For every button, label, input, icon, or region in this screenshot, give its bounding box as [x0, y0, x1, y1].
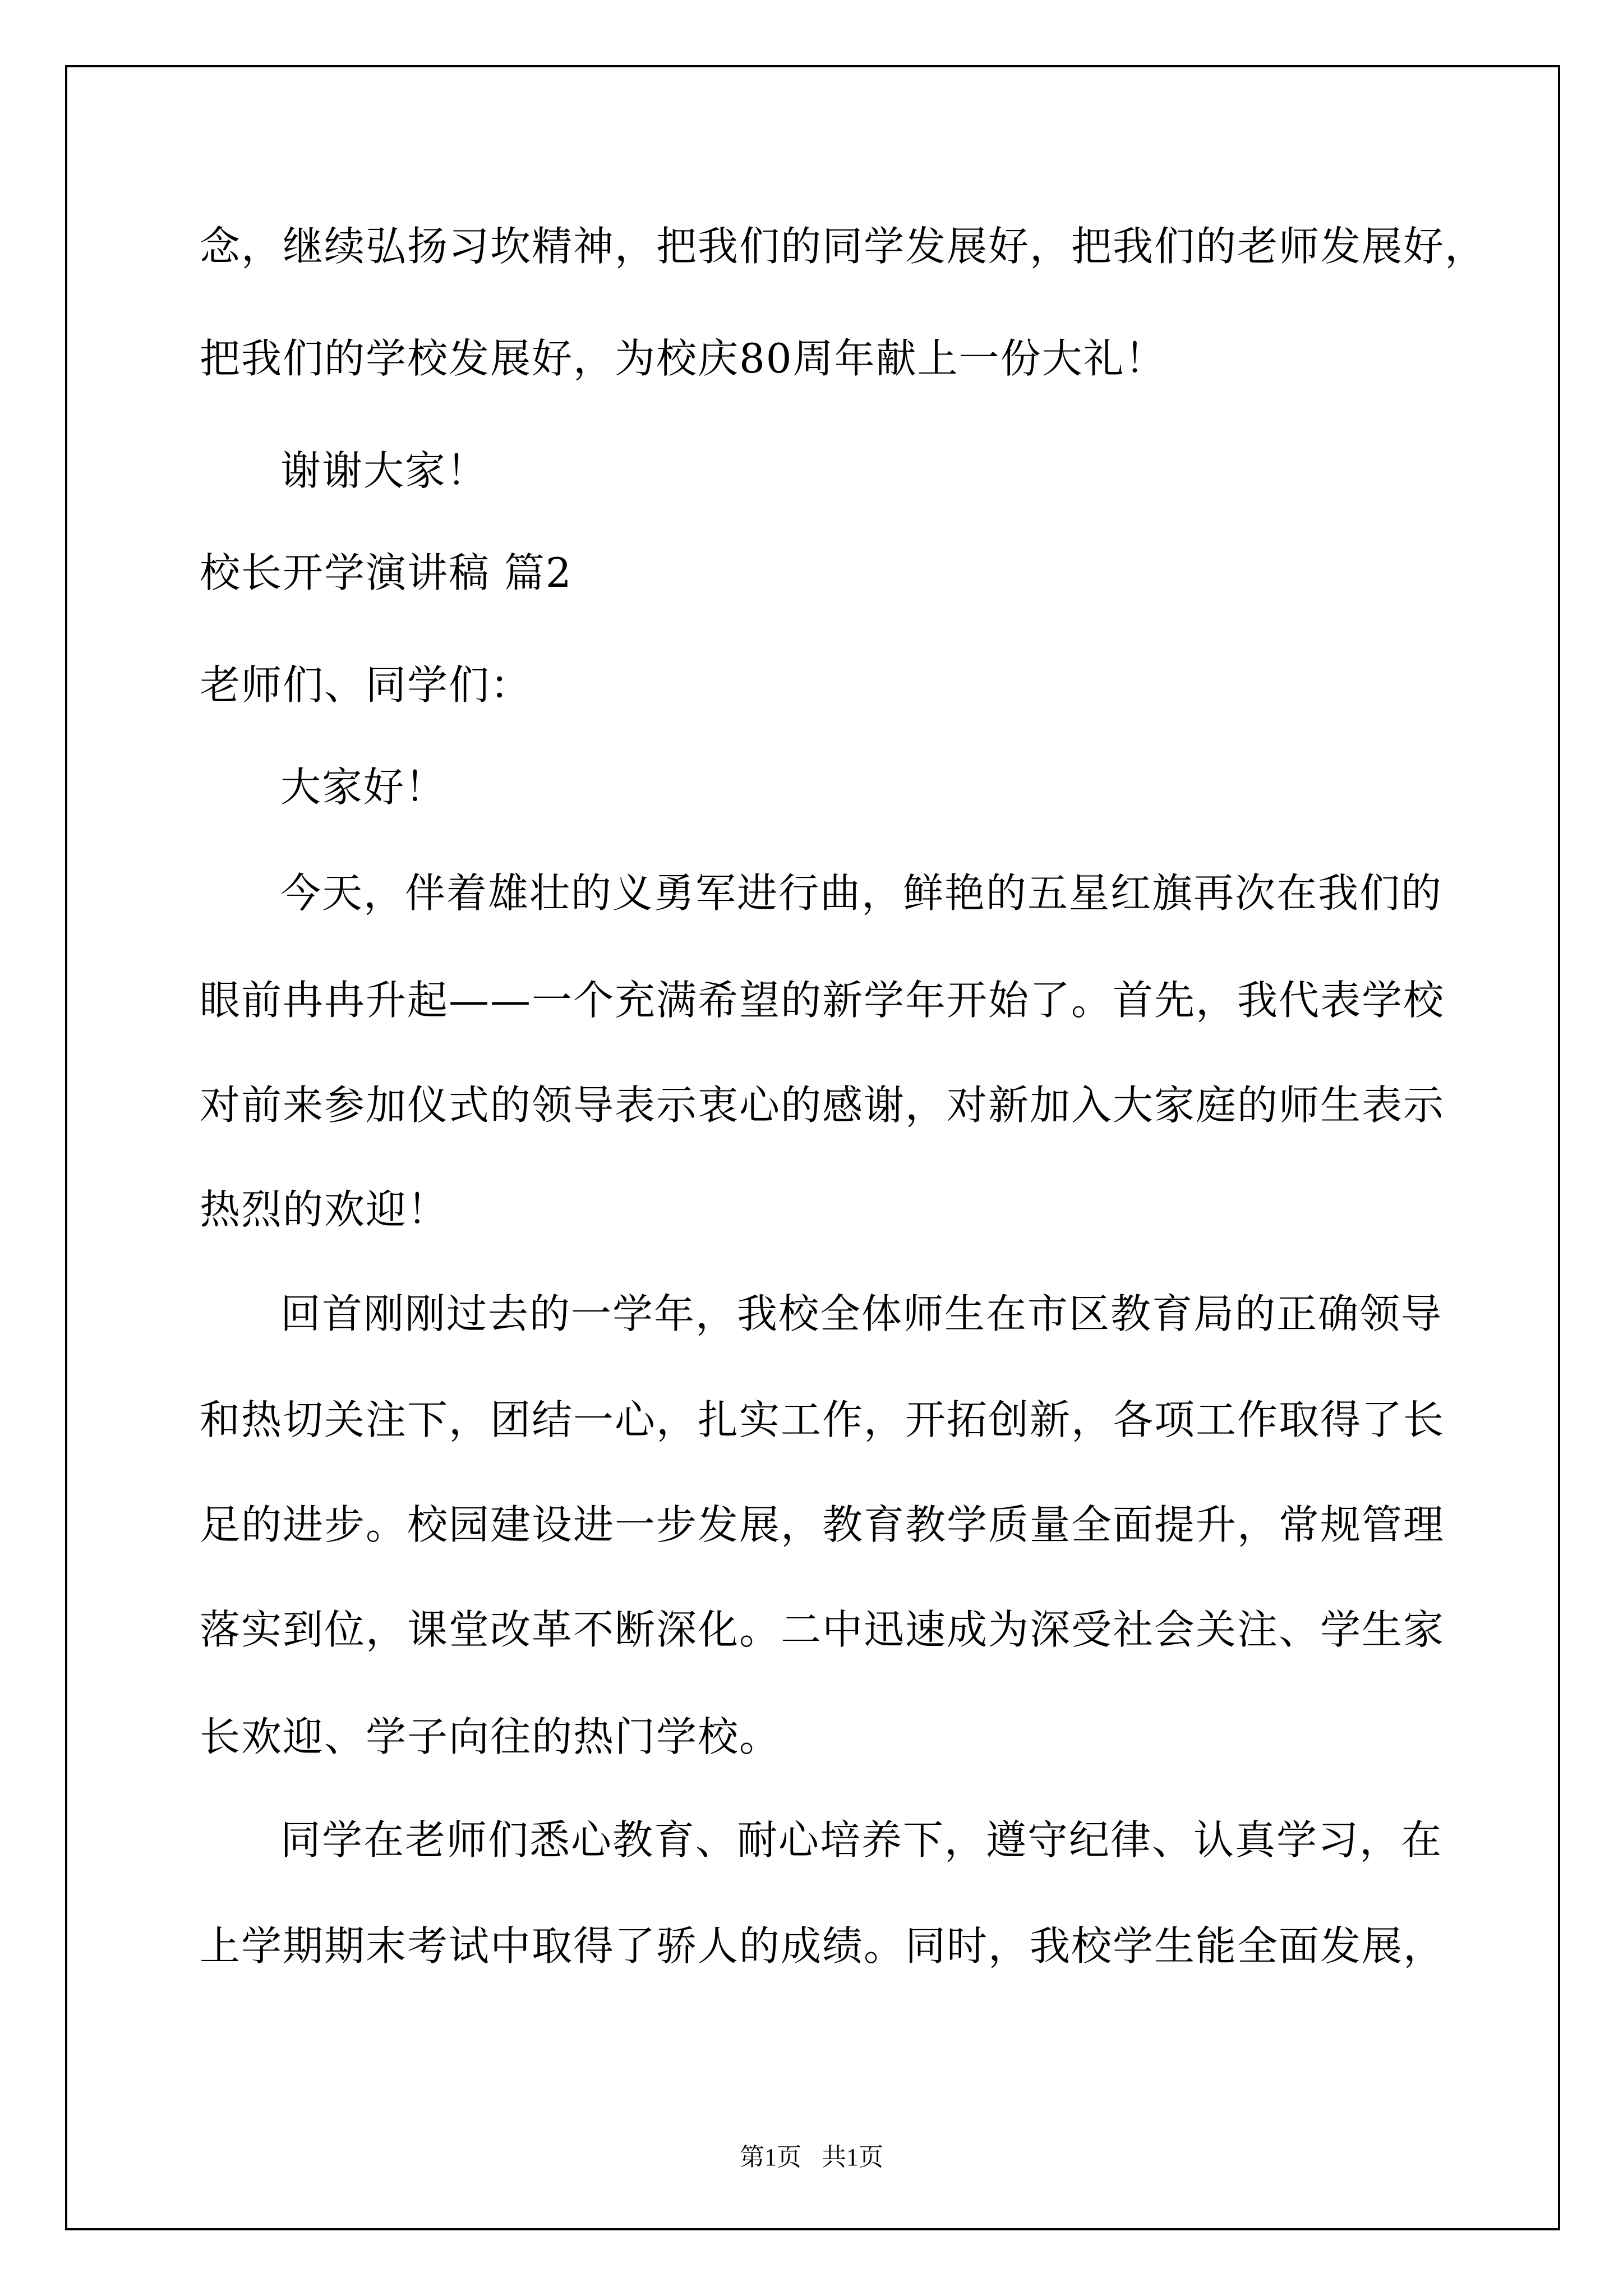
salutation: 老师们、同学们： [200, 661, 532, 708]
text-line: 长欢迎、学子向往的热门学校。 [200, 1713, 781, 1760]
page-total: 共1页 [822, 2143, 883, 2171]
page-number: 第1页 [740, 2143, 801, 2171]
text-line: 足的进步。校园建设进一步发展，教育教学质量全面提升，常规管理 [200, 1501, 1445, 1548]
text-line: 今天，伴着雄壮的义勇军进行曲，鲜艳的五星红旗再次在我们的 [280, 869, 1443, 917]
text-line: 落实到位，课堂改革不断深化。二中迅速成为深受社会关注、学生家 [200, 1606, 1445, 1653]
page-footer [0, 2144, 1623, 2171]
text-line: 上学期期末考试中取得了骄人的成绩。同时，我校学生能全面发展， [200, 1922, 1445, 1970]
text-line: 热烈的欢迎！ [200, 1186, 449, 1233]
text-line: 回首刚刚过去的一学年，我校全体师生在市区教育局的正确领导 [280, 1290, 1443, 1337]
section-heading: 校长开学演讲稿 篇2 [200, 549, 573, 596]
page-border [65, 65, 1560, 2230]
text-line: 念，继续弘扬习坎精神，把我们的同学发展好，把我们的老师发展好， [200, 223, 1487, 270]
greeting: 大家好！ [280, 763, 447, 811]
text-line: 谢谢大家！ [280, 447, 488, 494]
text-line: 和热切关注下，团结一心，扎实工作，开拓创新，各项工作取得了长 [200, 1396, 1445, 1443]
text-line: 把我们的学校发展好，为校庆80周年献上一份大礼！ [200, 335, 1166, 382]
text-line: 对前来参加仪式的领导表示衷心的感谢，对新加入大家庭的师生表示 [200, 1082, 1445, 1129]
text-line: 眼前冉冉升起——一个充满希望的新学年开始了。首先，我代表学校 [200, 977, 1445, 1024]
text-line: 同学在老师们悉心教育、耐心培养下，遵守纪律、认真学习，在 [280, 1816, 1443, 1864]
